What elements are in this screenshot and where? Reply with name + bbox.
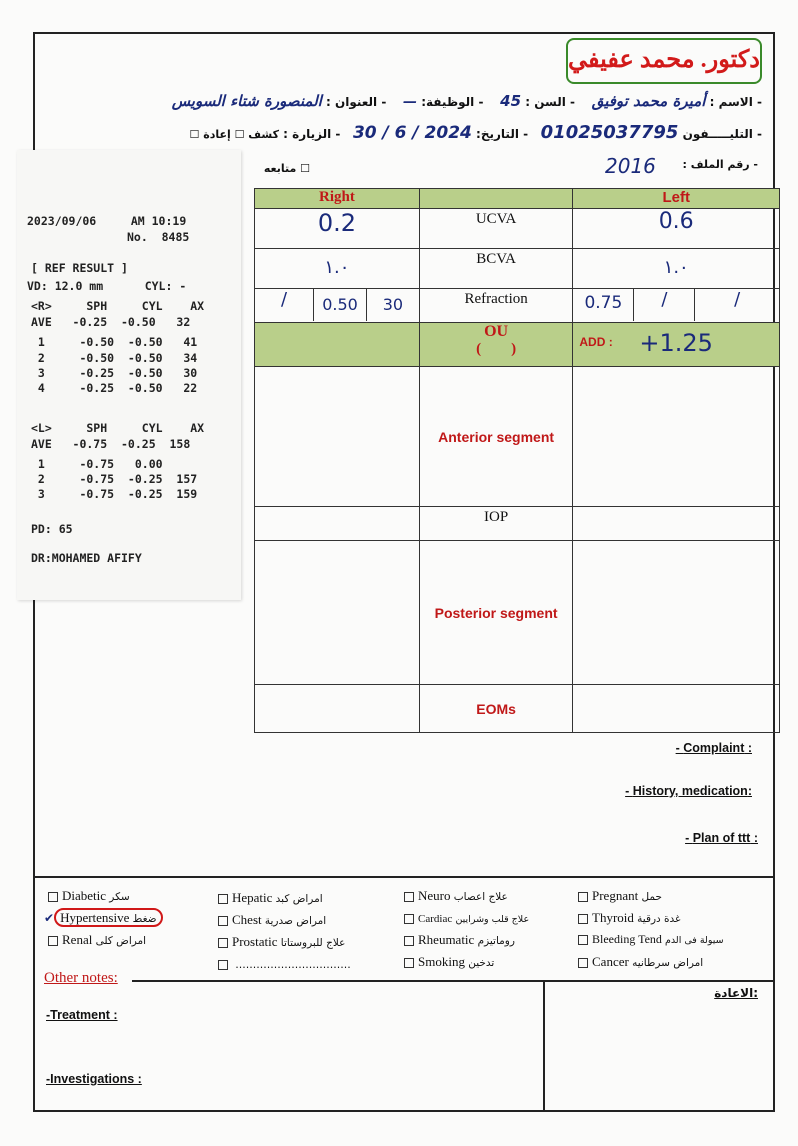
receipt-number: No. 8485 (127, 230, 190, 244)
receipt-left-row: 3 -0.75 -0.25 159 (31, 487, 198, 501)
checkbox-icon (404, 914, 414, 924)
ucva-row (255, 209, 780, 249)
phone-label: - التليـــــفون (682, 127, 762, 141)
receipt-right-ave: AVE -0.25 -0.50 32 (31, 315, 191, 329)
ou-paren: ( ) (476, 341, 517, 357)
conditions-divider (33, 876, 775, 878)
receipt-left-row: 2 -0.75 -0.25 157 (31, 472, 198, 486)
bcva-label: BCVA (419, 249, 573, 289)
checkbox-icon (48, 892, 58, 902)
visit-label: - الزيارة : (283, 127, 341, 141)
checkbox-icon (218, 938, 228, 948)
eoms-label: EOMs (419, 685, 573, 733)
ucva-left[interactable]: 0.6 (573, 209, 780, 249)
phone-value: 01025037795 (540, 122, 679, 143)
refraction-right-sph: / (280, 289, 288, 310)
posterior-left[interactable] (573, 541, 780, 685)
refraction-label: Refraction (419, 289, 573, 323)
header-row-1 (42, 92, 762, 114)
refraction-left-axis: / (694, 289, 779, 321)
refraction-left[interactable] (573, 289, 780, 323)
checkbox-icon (404, 892, 414, 902)
history-label: :History, medication - (625, 784, 752, 798)
checkbox-icon (218, 960, 228, 970)
posterior-right[interactable] (255, 541, 420, 685)
condition-smoking[interactable]: Smoking تدخين (400, 954, 580, 976)
refraction-left-cyl: / (633, 289, 694, 321)
ou-row (255, 323, 780, 367)
doctor-name-stamp: دكتور. محمد عفيفي (566, 38, 762, 84)
job-label: - الوظيفة: (421, 95, 484, 109)
condition-cancer[interactable]: Cancer امراض سرطانيه (574, 954, 774, 976)
refraction-row (255, 289, 780, 323)
anterior-left[interactable] (573, 367, 780, 507)
condition-cardiac[interactable]: Cardiac علاج قلب وشرايين (400, 910, 580, 932)
bcva-right[interactable]: ١.٠ (255, 249, 420, 289)
right-eye-header: Right (255, 189, 420, 209)
condition-prostatic[interactable]: Prostatic علاج للبروستاتا (214, 934, 394, 956)
posterior-row (255, 541, 780, 685)
receipt-pd: PD: 65 (31, 522, 73, 536)
checkbox-icon (578, 935, 588, 945)
checkbox-icon (48, 936, 58, 946)
iop-label: IOP (419, 507, 573, 541)
investigations-label: -Investigations : (46, 1072, 142, 1086)
receipt-title: [ REF RESULT ] (31, 261, 128, 275)
anterior-right[interactable] (255, 367, 420, 507)
receipt-right-row: 4 -0.25 -0.50 22 (31, 381, 198, 395)
receipt-doctor: DR:MOHAMED AFIFY (31, 551, 142, 565)
left-eye-header: Left (573, 189, 780, 209)
iop-right[interactable] (255, 507, 420, 541)
check-mark-icon: ✔ (44, 911, 55, 925)
bottom-divider (543, 980, 545, 1112)
address-label: - العنوان : (326, 95, 387, 109)
eoms-right[interactable] (255, 685, 420, 733)
receipt-datetime: 2023/09/06 AM 10:19 (27, 214, 187, 228)
visit-options: كشف ☐ إعادة ☐ (189, 128, 279, 141)
file-value: 2016 (605, 154, 656, 178)
receipt-right-header: <R> SPH CYL AX (31, 299, 205, 313)
conditions-col-2 (214, 890, 394, 978)
conditions-col-1 (44, 888, 219, 954)
complaint-label: : Complaint - (675, 741, 752, 755)
checkbox-icon (578, 892, 588, 902)
conditions-col-4 (574, 888, 774, 976)
checkbox-icon (218, 894, 228, 904)
condition-rheumatic[interactable]: Rheumatic روماتيزم (400, 932, 580, 954)
followup-checkbox[interactable]: ☐ متابعه (263, 162, 310, 175)
reappointment-label: :الاعادة (714, 986, 758, 1000)
condition-other[interactable]: …………………………… (214, 956, 394, 978)
condition-bleeding[interactable]: Bleeding Tend سيولة فى الدم (574, 932, 774, 954)
refraction-right[interactable] (255, 289, 420, 323)
condition-neuro[interactable]: Neuro علاج اعصاب (400, 888, 580, 910)
header-blank (419, 189, 573, 209)
name-value: أميرة محمد توفيق (591, 92, 706, 110)
receipt-vd: VD: 12.0 mm CYL: - (27, 279, 187, 293)
job-value: — (403, 94, 418, 110)
refraction-right-cyl: 0.50 (313, 289, 366, 321)
exam-header-row (255, 189, 780, 209)
condition-hypertensive[interactable] (44, 910, 219, 932)
eoms-left[interactable] (573, 685, 780, 733)
condition-diabetic[interactable]: Diabetic سكر (44, 888, 219, 910)
condition-renal[interactable]: Renal امراض كلى (44, 932, 219, 954)
iop-left[interactable] (573, 507, 780, 541)
checkbox-icon (404, 958, 414, 968)
treatment-label: -Treatment : (46, 1008, 118, 1022)
ou-label: OU (484, 323, 509, 340)
refraction-right-axis: 30 (366, 289, 419, 321)
receipt-right-row: 2 -0.50 -0.50 34 (31, 351, 198, 365)
checkbox-icon (578, 914, 588, 924)
age-value: 45 (500, 92, 522, 110)
refraction-left-sph: 0.75 (584, 293, 623, 313)
address-value: المنصورة شتاء السويس (171, 92, 322, 110)
ou-cell (419, 323, 573, 367)
receipt-left-ave: AVE -0.75 -0.25 158 (31, 437, 191, 451)
condition-chest[interactable]: Chest امراض صدرية (214, 912, 394, 934)
anterior-row (255, 367, 780, 507)
iop-row (255, 507, 780, 541)
checkbox-icon (578, 958, 588, 968)
condition-pregnant[interactable]: Pregnant حمل (574, 888, 774, 910)
age-label: - السن : (525, 95, 575, 109)
checkbox-icon (218, 916, 228, 926)
ou-right-cell (255, 323, 420, 367)
checkbox-icon (404, 936, 414, 946)
receipt-left-header: <L> SPH CYL AX (31, 421, 205, 435)
other-notes-line (132, 980, 775, 982)
receipt-right-row: 1 -0.50 -0.50 41 (31, 335, 198, 349)
bcva-row (255, 249, 780, 289)
name-label: - الاسم : (709, 95, 762, 109)
hypertensive-circled: Hypertensive ضغط (54, 908, 163, 927)
add-cell[interactable] (573, 323, 780, 367)
file-label: - رقم الملف : (682, 158, 758, 171)
posterior-label: Posterior segment (419, 541, 573, 685)
autorefractor-receipt (17, 150, 241, 600)
receipt-left-row: 1 -0.75 0.00 (31, 457, 163, 471)
ucva-label: UCVA (419, 209, 573, 249)
bcva-left[interactable]: ١.٠ (573, 249, 780, 289)
receipt-right-row: 3 -0.25 -0.50 30 (31, 366, 198, 380)
ucva-right[interactable]: 0.2 (255, 209, 420, 249)
plan-label: : Plan of ttt - (685, 831, 758, 845)
date-label: - التاريخ: (476, 127, 529, 141)
eoms-row (255, 685, 780, 733)
other-notes-label: Other notes: (44, 970, 118, 986)
conditions-col-3 (400, 888, 580, 976)
header-row-2 (182, 122, 762, 144)
condition-thyroid[interactable]: Thyroid غدة درقية (574, 910, 774, 932)
exam-table (254, 188, 780, 733)
condition-hepatic[interactable]: Hepatic امراض كبد (214, 890, 394, 912)
date-value: 30 / 6 / 2024 (352, 123, 472, 143)
add-value: +1.25 (639, 329, 713, 357)
add-label: ADD : (579, 335, 613, 349)
anterior-label: Anterior segment (419, 367, 573, 507)
